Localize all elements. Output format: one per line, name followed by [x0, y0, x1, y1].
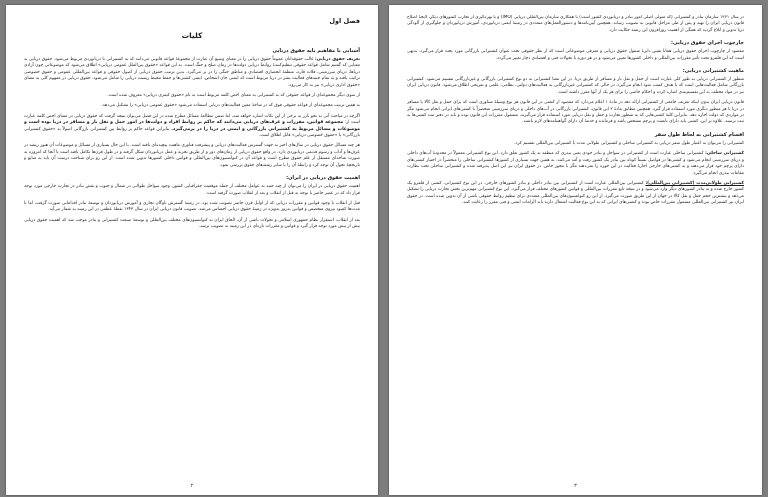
paragraph-public-law: به همین ترتیب مجموعه‌ای از قواعد حقوقی فوق که در شاخهٔ معین فعالیت‌های دریایی استفاده می‌شود «حقوق عمومی دریایی» را تشکیل می‌دهد. — [101, 103, 360, 109]
paragraph-after-revolution: بعد از انقلاب، استقرار نظام جمهوری اسلامی و تحولات ناشی از آن، الحاق ایران به کنوانسیون‌های مختلف بین‌المللی و توسعهٔ صنعت کشتیرانی و بنادر موجب شد که اهمیت حقوق دریایی بیش از پیش مورد توجه قرار گیرد و قوانین و مقررات تازه‌ای در این زمینه به تصویب برسد. — [24, 217, 360, 230]
section-heading-importance-iran: اهمیت حقوق دریایی در ایران: — [286, 175, 360, 182]
paragraph-international-shipping — [407, 181, 744, 207]
page-3-content — [407, 15, 744, 475]
paragraph-history: هر چند مسائل حقوق دریایی در سال‌های اخیر به جهت گسترش فعالیت‌های دریایی و پیشرفت فناوری ماهیت پیچیده‌ای یافته است، با این حال بسیاری از مسائل و موضوعات آن هنوز ریشه در عرف‌ها و آداب و رسوم قدیمی دریانوردی دارد. در واقع حقوق دریایی از زمان‌های دور و از طریق تجربه و عمل دریانوردان شکل گرفته و در طول قرن‌ها تکامل یافته است تا آنجا که امروزه به صورت شاخه‌ای مستقل از علم حقوق مطرح است و قواعد آن در کنوانسیون‌های بین‌المللی و قوانین داخلی کشورها تدوین شده است. از این رو برای شناخت درست آن باید به منابع و تاریخچهٔ تحول آن توجه کرد و رابطهٔ آن را با سایر رشته‌های حقوق بررسی نمود. — [24, 143, 360, 168]
paragraph-importance: اهمیت حقوق دریایی در ایران را می‌توان از چند جنبه به عوامل مختلف از جمله موقعیت جغرافیایی کشور، وجود سواحل طولانی در شمال و جنوب و نقش بنادر در تجارت خارجی مورد توجه قرار داد که در عصر حاضر با توجه به قبل از انقلاب و بعد از انقلاب صورت گرفته است. — [24, 184, 360, 196]
chapter-heading: فصل اول — [329, 17, 360, 25]
section-heading-framework: چارچوب اجرای حقوق دریایی: — [670, 40, 744, 47]
paragraph-text: کشتیرانی ساحلی عبارت است از کشتیرانی در سواحل و بنادر خودی یعنی بندری که منطقه به یک کشور تعلق دارد. این نوع کشتیرانی معمولاً در محدودهٔ آب‌های داخلی و دریای سرزمینی انجام می‌شود و کشتی‌ها در فواصل نسبتاً کوتاه بین بنادر یک کشور رفت و آمد می‌کنند. به همین جهت بسیاری از کشورها کشتیرانی ساحلی را منحصراً در اختیار کشتی‌های دارای پرچم خود قرار می‌دهند و به کشتی‌های خارجی اجازهٔ فعالیت در این حوزه را نمی‌دهند مگر با مجوز خاص. در حقوق ایران نیز این اصل پذیرفته شده و کشتیرانی ساحلی تحت نظارت مقامات بندری انجام می‌گیرد. — [407, 151, 744, 176]
term-maritime-law-definition: تعریف حقوق دریایی: — [315, 57, 360, 62]
page-number: ۳ — [574, 483, 577, 489]
paragraph-criminal-law: از سوی دیگر مجموعه‌ای از قواعد حقوقی که به کشتیرانی به معنای اخص کلمه مربوط است به نام «حقوق کیفری دریایی» معروف شده است. — [107, 93, 360, 99]
paragraph-tail-text: بنابراین قواعد حاکم بر روابط بین کشتیرانی بازرگانی اصولاً به «حقوق کشتیرانی بازرگانی» یا «حقوق خصوصی دریایی» قابل اطلاق است. — [24, 126, 360, 139]
paragraph-specific-definition — [24, 114, 360, 140]
section-heading-shipping-types: اقسام کشتیرانی به لحاظ طول سفر — [654, 131, 744, 138]
page-2-content — [24, 15, 360, 475]
page-number: ۲ — [190, 483, 194, 489]
document-page-3 — [389, 5, 762, 495]
section-heading-nature-shipping: ماهیت کشتیرانی دریایی: — [682, 68, 744, 75]
paragraph-intro-text: اگرچه در مباحث آتی به نحو بارز به برخی از این نکات اشاره خواهد شد، اما ضمن مطالعهٔ مسائل مطرح شده در این فصل می‌توان نتیجه گرفت که حقوق دریایی در معنای اخص کلمه عبارت است از: — [24, 113, 360, 126]
paragraph-ports-organization: در سال ۱۳۶۱ سازمان بنادر و کشتیرانی (که متولی اصلی امور بنادر و دریانوردی کشور است) با همکاری سازمان بین‌المللی دریایی (IMO) و با بهره‌گیری از تجارب کشورهای دیگر، لایحهٔ اصلاح قانون دریایی ایران را تهیه و پس از طی مراحل قانونی به تصویب رساند. همچنین آیین‌نامه‌ها و دستورالعمل‌های متعددی در زمینهٔ ایمنی دریانوردی، آموزش دریانوردان و جلوگیری از آلودگی دریا تدوین و ابلاغ گردید که همگی از اهمیت روزافزون این رشته حکایت دارد. — [407, 15, 744, 33]
highlighted-definition: مجموعه قوانین، مقررات و عرف‌های دریایی می‌دانند که حاکم بر روابط افراد و دولت‌ها در امور حمل و نقل بار و مسافر در دریا بوده است و موضوعات و مسائل مربوط به کشتیرانی بازرگانی و ایمنی در دریا را در برمی‌گیرد. — [24, 120, 360, 132]
paragraph-framework: مقصود از چارچوب اجرای حقوق دریایی همانا تعیین دایرهٔ شمول حقوق دریایی و معرفی موضوعاتی است که از نظر حقوقی تحت عنوان کشتیرانی بازرگانی مورد بحث قرار می‌گیرد. بدیهی است که این قلمرو تحت تأثیر مقررات بین‌المللی و داخلی کشورها تعیین می‌شود و در هر دوره با تحولات فنی و اقتصادی دچار تغییر می‌گردد. — [407, 49, 744, 61]
paragraph-before-revolution: قبل از انقلاب با وجود قوانین و مقررات دریایی که از اوایل قرن حاضر تصویب شده بود، در زمینهٔ گسترش ناوگان تجاری و آموزش دریانوردان و توسعهٔ بنادر اقداماتی صورت گرفت، اما تا مدت‌ها کمبود نیروی متخصص و قوانین به‌روز به‌ویژه در زمینهٔ حقوق دریایی احساس می‌شد. تصویب قانون دریایی ایران در سال ۱۳۴۳ نقطهٔ عطفی در این زمینه به شمار می‌آید. — [24, 200, 360, 213]
paragraph-definition — [24, 57, 360, 89]
paragraph-text: کشتیرانی بین‌المللی عبارت است از کشتیرانی بین بنادر داخلی و بنادر کشورهای خارجی. در این نوع کشتیرانی، کشتی از قلمرو یک کشور خارج شده و به بنادر کشورهای دیگر وارد می‌شود و در نتیجه تابع مقررات بین‌المللی و قوانین کشورهای مختلف قرار می‌گیرد. این نوع کشتیرانی مهم‌ترین بخش تجارت دریایی را تشکیل می‌دهد و بیشترین حجم حمل و نقل کالا در جهان از این طریق صورت می‌گیرد. از این رو کنوانسیون‌های بین‌المللی متعددی برای تنظیم روابط حقوقی ناشی از آن تدوین شده است. در حقوق ایران نیز کشتیرانی بین‌المللی مشمول مقررات خاص بوده و کشتی‌های ایرانی که به این نوع فعالیت اشتغال دارند باید الزامات ایمنی و فنی مقرر را رعایت کنند. — [407, 180, 744, 206]
paragraph-coastal-shipping — [407, 151, 744, 177]
paragraph-nature-shipping: منظور از کشتیرانی دریایی به طور کلی عبارت است از حمل و نقل بار و مسافر از طریق دریا. در این معنا کشتیرانی به دو نوع کشتیرانی بازرگانی و غیربازرگانی تقسیم می‌شود. کشتیرانی بازرگانی شامل فعالیت‌هایی است که با هدف کسب سود انجام می‌گیرد، در حالی که کشتیرانی غیربازرگانی به فعالیت‌های دولتی، نظامی، علمی و تفریحی اطلاق می‌شود. قانون دریایی ایران نیز در مواد مختلف به این تقسیم‌بندی اشاره کرده و احکام خاصی را برای هر یک از آنها مقرر داشته است. — [407, 77, 744, 95]
paragraph-text: غالب حقوقدانان عموماً حقوق دریایی را در معنای وسیع آن عبارت از مجموعهٔ قواعد قانونی می‌دانند که به کشتیرانی یا دریانوردی مربوط می‌شود. حقوق دریایی به معنایی که گفتیم شامل قواعد حقوقی تنظیم‌کنندهٔ روابط دریایی دولت‌ها در زمان صلح و جنگ است. به این قواعد «حقوق بین‌الملل عمومی دریایی» اطلاق می‌شود که موضوعاتی چون آزادی دریاها، دریای سرزمینی، فلات قاره، منطقهٔ انحصاری اقتصادی و مناطق جنگی را در بر می‌گیرد. بدین ترتیب حقوق دریایی از اصول حقوقی و قواعد بین‌المللی عمومی و حقوق خصوصی ترکیب یافته و به تمام جنبه‌های فعالیت بشر در دریا مربوط است که ایمنی جان اشخاص، ایمنی کشتی‌ها و حفظ محیط زیست دریایی را شامل می‌شود. حقوق دریایی در مفهوم کلی به معنای «حقوق اداری دریایی» نیز به کار می‌رود. — [24, 57, 360, 88]
paragraph-iran-maritime-law: قانون دریایی ایران بدون اینکه تعریف جامعی از کشتیرانی ارائه دهد در مادهٔ ۱ اعلام می‌دارد که مقصود از کشتی در این قانون هر نوع وسیلهٔ شناوری است که برای حمل و نقل کالا یا مسافر در دریا یا هر منظور دیگری مورد استفاده قرار گیرد. همچنین مطابق مادهٔ ۲ این قانون، کشتیرانی بازرگانی در آب‌های داخلی و دریای سرزمینی منحصراً با کشتی‌های ایرانی انجام می‌شود مگر در مواردی که دولت اجازه دهد. بنابراین کلیهٔ کشتی‌هایی که به منظور تجارت و حمل و نقل دریایی مورد استفاده قرار می‌گیرند، مشمول مقررات این قانون بوده و باید در دفتر ثبت کشتی‌ها به ثبت برسند. علاوه بر این، کشتی باید دارای تابعیت و پرچم مشخص باشد و فرمانده و خدمهٔ آن دارای گواهینامه‌های لازم باشند. — [407, 100, 744, 125]
term-coastal-shipping: کشتیرانی ساحلی: — [705, 151, 744, 157]
chapter-title: کلیات — [181, 31, 203, 40]
document-page-2 — [6, 5, 378, 495]
section-heading-basics: آشنایی با مفاهیم پایه حقوق دریایی — [272, 48, 360, 54]
paragraph-shipping-types: کشتیرانی را می‌توان به اعتبار طول سفر دریایی به کشتیرانی ساحلی و کشتیرانی طولانی مدت یا کشتیرانی بین‌المللی تقسیم کرد. — [514, 140, 744, 146]
term-international-shipping: کشتیرانی طولانی‌مدت (کشتیرانی بین‌المللی): — [645, 180, 744, 186]
